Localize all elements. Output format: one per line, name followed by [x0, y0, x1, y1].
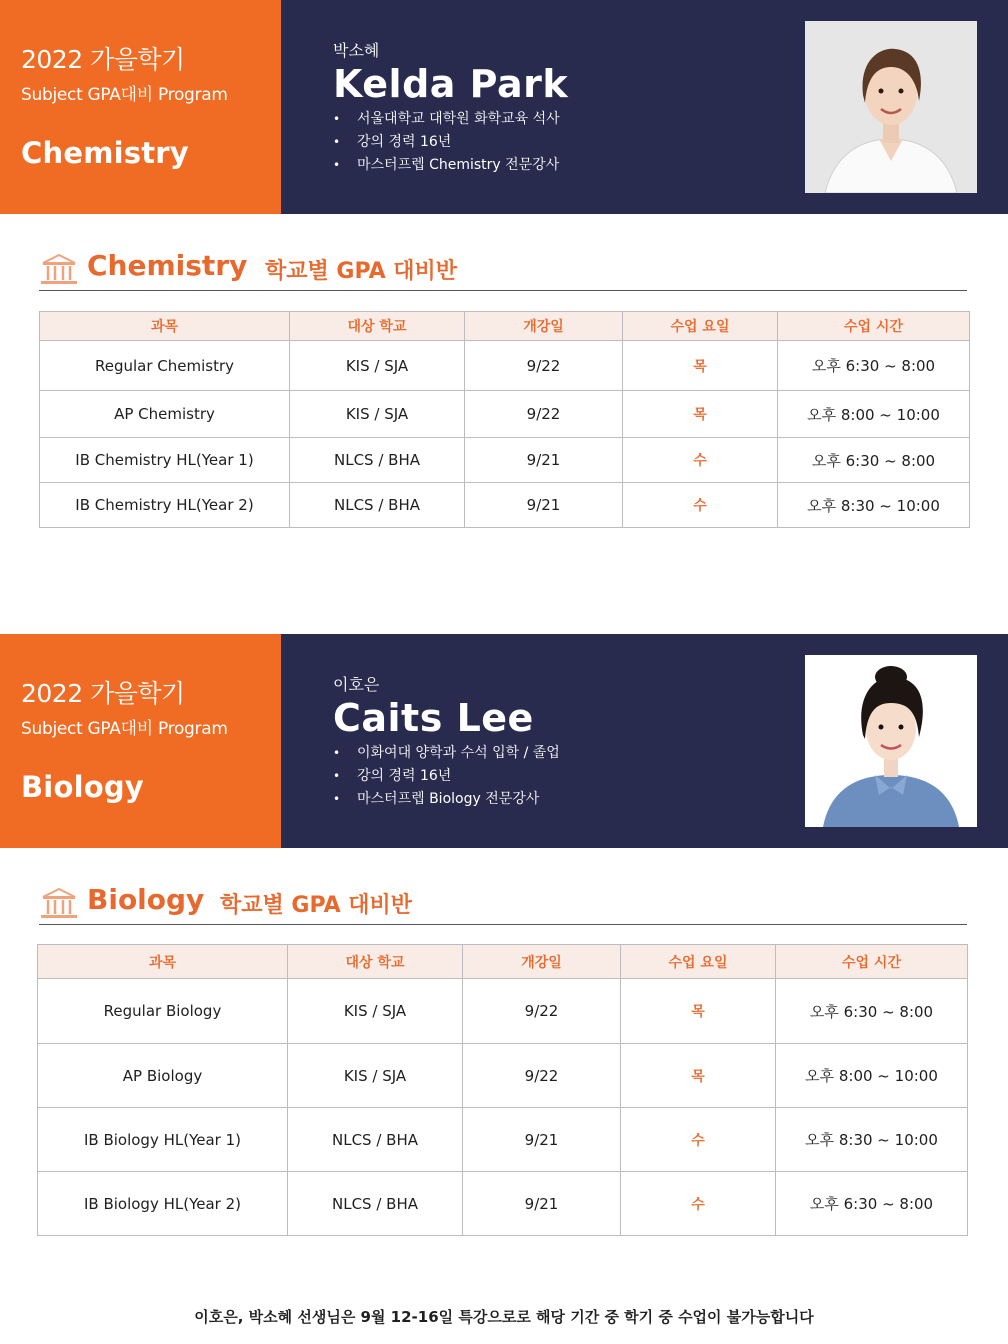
banner-left-panel	[0, 634, 281, 848]
course-cell: IB Biology HL(Year 1)	[38, 1108, 288, 1172]
start-date-cell: 9/21	[463, 1172, 621, 1236]
credential-item: • 서울대학교 대학원 화학교육 석사	[333, 111, 560, 127]
biology-schedule-table	[37, 944, 968, 1236]
time-cell: 오후 6:30 ~ 8:00	[778, 341, 970, 391]
credential-item: • 마스터프렙 Chemistry 전문강사	[333, 157, 560, 173]
course-cell: IB Chemistry HL(Year 1)	[40, 438, 290, 483]
day-cell: 수	[621, 1108, 776, 1172]
biology-heading	[39, 885, 967, 925]
term-label: 2022 가을학기	[21, 45, 185, 74]
footer-notice: 이호은, 박소혜 선생님은 9월 12-16일 특강으로로 해당 기간 중 학기 중 수업이 불가능합니다	[194, 1308, 814, 1326]
course-cell: AP Chemistry	[40, 391, 290, 438]
table-row	[40, 438, 970, 483]
column-header: 과목	[38, 945, 288, 979]
column-header: 개강일	[463, 945, 621, 979]
column-header: 과목	[40, 312, 290, 341]
table-row	[38, 979, 968, 1044]
credential-item: • 강의 경력 16년	[333, 768, 452, 784]
start-date-cell: 9/22	[465, 341, 623, 391]
heading-subtitle: 학교별 GPA 대비반	[220, 893, 413, 918]
day-cell: 수	[623, 483, 778, 528]
teacher-korean-name: 이호은	[333, 675, 380, 694]
course-cell: AP Biology	[38, 1044, 288, 1108]
course-cell: IB Biology HL(Year 2)	[38, 1172, 288, 1236]
teacher-korean-name: 박소혜	[333, 41, 380, 60]
start-date-cell: 9/21	[465, 483, 623, 528]
chemistry-schedule-table	[39, 311, 970, 528]
column-header: 수업 요일	[621, 945, 776, 979]
column-header: 대상 학교	[290, 312, 465, 341]
start-date-cell: 9/21	[465, 438, 623, 483]
teacher-english-name: Kelda Park	[333, 62, 569, 106]
teacher-english-name: Caits Lee	[333, 696, 534, 740]
school-cell: NLCS / BHA	[290, 483, 465, 528]
table-row	[38, 1044, 968, 1108]
table-header-row	[40, 312, 970, 341]
time-cell: 오후 6:30 ~ 8:00	[776, 979, 968, 1044]
column-header: 수업 시간	[776, 945, 968, 979]
table-row	[40, 483, 970, 528]
school-cell: KIS / SJA	[290, 391, 465, 438]
banner-right-panel	[281, 0, 1008, 214]
start-date-cell: 9/22	[463, 1044, 621, 1108]
time-cell: 오후 8:00 ~ 10:00	[776, 1044, 968, 1108]
school-cell: KIS / SJA	[288, 1044, 463, 1108]
pillar-building-icon	[39, 253, 79, 287]
biology-section	[0, 634, 1008, 848]
credential-item: • 이화여대 양학과 수석 입학 / 졸업	[333, 745, 560, 761]
start-date-cell: 9/22	[463, 979, 621, 1044]
day-cell: 목	[621, 979, 776, 1044]
subject-title: Chemistry	[21, 136, 189, 170]
heading-subject: Chemistry	[87, 249, 248, 282]
table-row	[40, 391, 970, 438]
time-cell: 오후 6:30 ~ 8:00	[776, 1172, 968, 1236]
start-date-cell: 9/21	[463, 1108, 621, 1172]
time-cell: 오후 8:30 ~ 10:00	[778, 483, 970, 528]
term-label: 2022 가을학기	[21, 679, 185, 708]
pillar-building-icon	[39, 887, 79, 921]
school-cell: KIS / SJA	[288, 979, 463, 1044]
course-cell: Regular Chemistry	[40, 341, 290, 391]
column-header: 대상 학교	[288, 945, 463, 979]
table-row	[38, 1108, 968, 1172]
day-cell: 수	[623, 438, 778, 483]
school-cell: NLCS / BHA	[290, 438, 465, 483]
banner-left-panel	[0, 0, 281, 214]
course-cell: IB Chemistry HL(Year 2)	[40, 483, 290, 528]
day-cell: 목	[623, 341, 778, 391]
subject-title: Biology	[21, 770, 144, 804]
banner-right-panel	[281, 634, 1008, 848]
chemistry-banner	[0, 0, 1008, 214]
chemistry-section	[0, 0, 1008, 214]
school-cell: NLCS / BHA	[288, 1108, 463, 1172]
chemistry-heading	[39, 251, 967, 291]
credential-item: • 강의 경력 16년	[333, 134, 452, 150]
day-cell: 수	[621, 1172, 776, 1236]
start-date-cell: 9/22	[465, 391, 623, 438]
teacher-portrait-icon	[805, 655, 977, 827]
credential-item: • 마스터프렙 Biology 전문강사	[333, 791, 540, 807]
teacher-portrait-icon	[805, 21, 977, 193]
table-header-row	[38, 945, 968, 979]
column-header: 수업 요일	[623, 312, 778, 341]
school-cell: KIS / SJA	[290, 341, 465, 391]
time-cell: 오후 8:00 ~ 10:00	[778, 391, 970, 438]
heading-subject: Biology	[87, 883, 205, 916]
table-row	[38, 1172, 968, 1236]
day-cell: 목	[623, 391, 778, 438]
biology-banner	[0, 634, 1008, 848]
course-cell: Regular Biology	[38, 979, 288, 1044]
program-label: Subject GPA대비 Program	[21, 85, 228, 105]
time-cell: 오후 8:30 ~ 10:00	[776, 1108, 968, 1172]
table-row	[40, 341, 970, 391]
time-cell: 오후 6:30 ~ 8:00	[778, 438, 970, 483]
heading-subtitle: 학교별 GPA 대비반	[265, 259, 458, 284]
column-header: 개강일	[465, 312, 623, 341]
teacher-credentials	[333, 742, 560, 811]
column-header: 수업 시간	[778, 312, 970, 341]
day-cell: 목	[621, 1044, 776, 1108]
program-label: Subject GPA대비 Program	[21, 719, 228, 739]
school-cell: NLCS / BHA	[288, 1172, 463, 1236]
teacher-credentials	[333, 108, 560, 177]
